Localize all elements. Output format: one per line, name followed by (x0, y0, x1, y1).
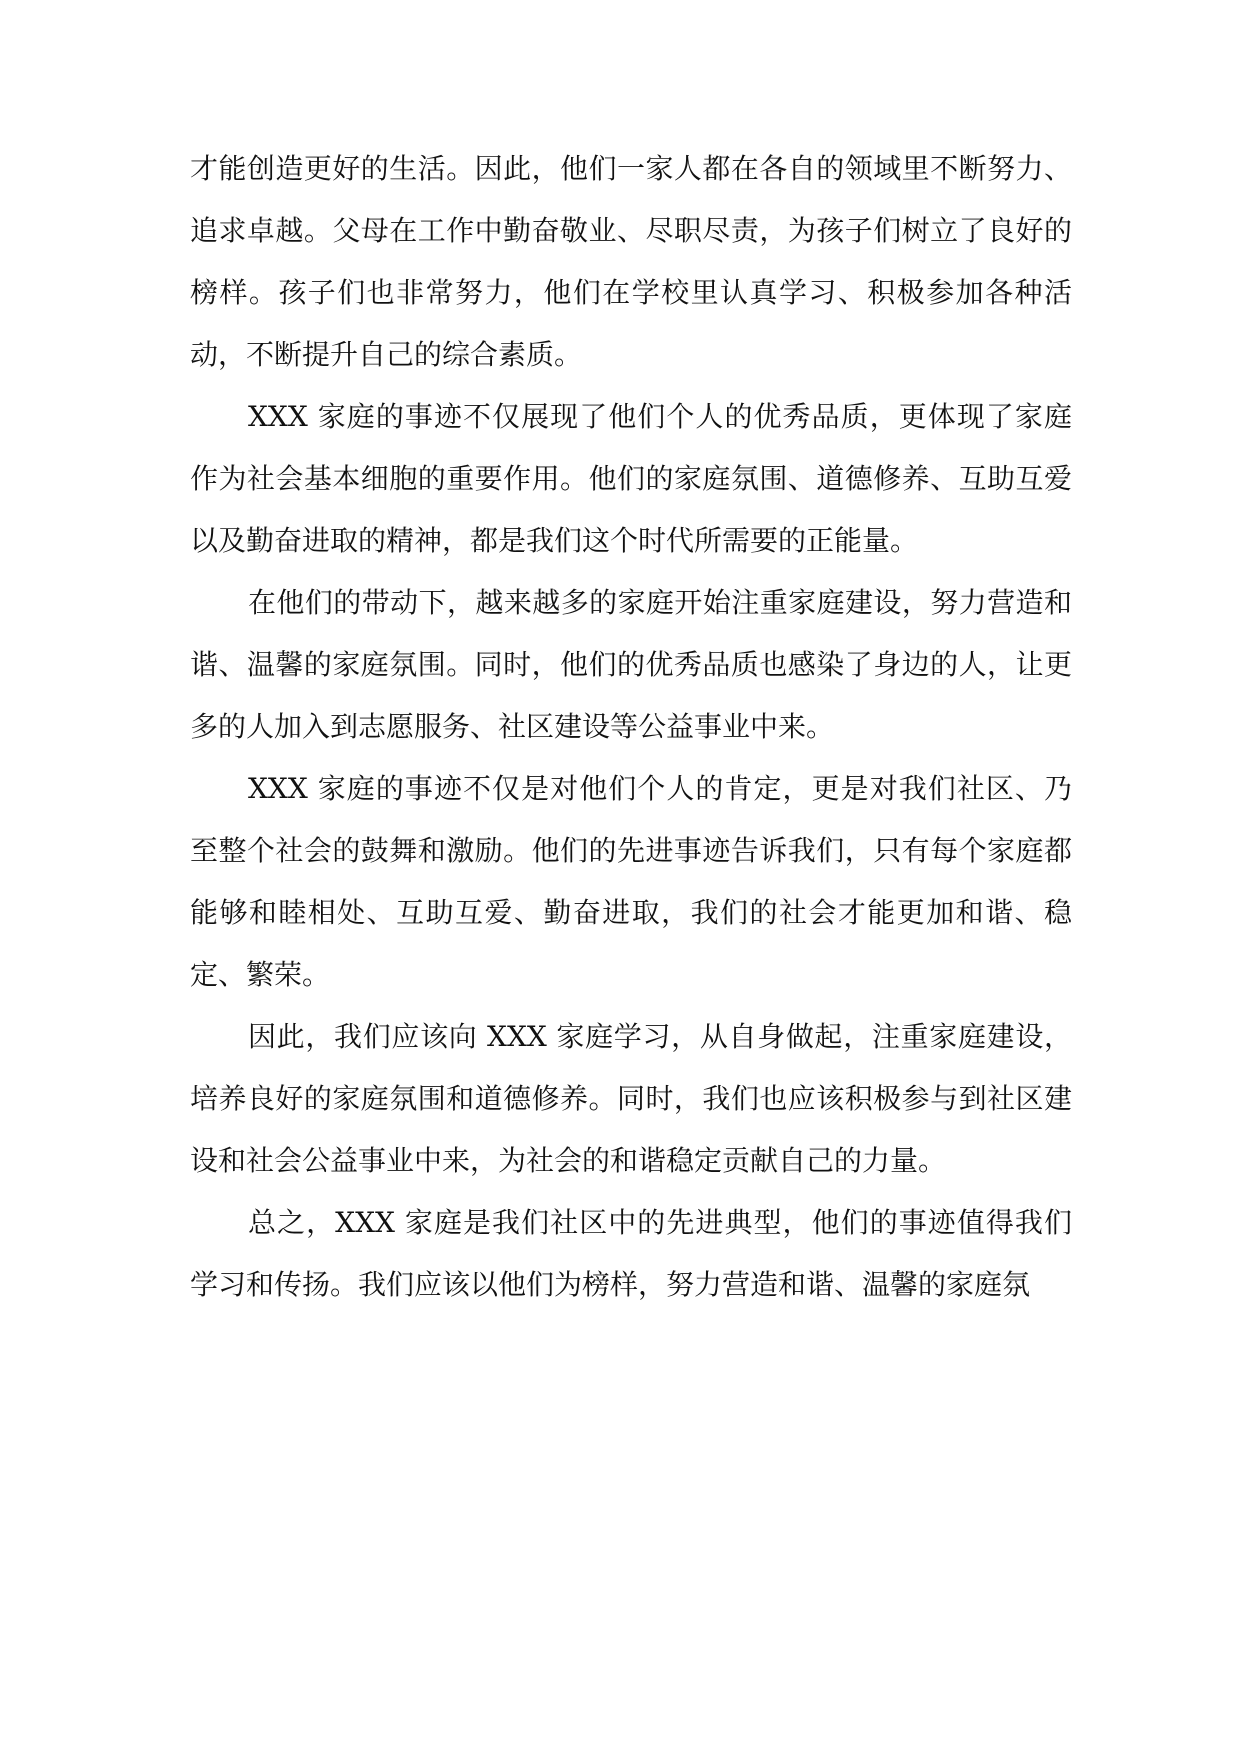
paragraph-1: 才能创造更好的生活。因此，他们一家人都在各自的领域里不断努力、追求卓越。父母在工作中勤奋敬业、尽职尽责，为孩子们树立了良好的榜样。孩子们也非常努力，他们在学校里认真学习、积极参加各种活动，不断提升自己的综合素质。 (190, 152, 1072, 371)
body-text (190, 138, 1072, 1316)
paragraph-2: XXX 家庭的事迹不仅展现了他们个人的优秀品质，更体现了家庭作为社会基本细胞的重要作用。他们的家庭氛围、道德修养、互助互爱以及勤奋进取的精神，都是我们这个时代所需要的正能量。 (190, 400, 1072, 557)
paragraph-3: 在他们的带动下，越来越多的家庭开始注重家庭建设，努力营造和谐、温馨的家庭氛围。同时，他们的优秀品质也感染了身边的人，让更多的人加入到志愿服务、社区建设等公益事业中来。 (190, 586, 1072, 743)
paragraph-4: XXX 家庭的事迹不仅是对他们个人的肯定，更是对我们社区、乃至整个社会的鼓舞和激励。他们的先进事迹告诉我们，只有每个家庭都能够和睦相处、互助互爱、勤奋进取，我们的社会才能更加和谐、稳定、繁荣。 (190, 772, 1072, 991)
paragraph-5: 因此，我们应该向 XXX 家庭学习，从自身做起，注重家庭建设，培养良好的家庭氛围和道德修养。同时，我们也应该积极参与到社区建设和社会公益事业中来，为社会的和谐稳定贡献自己的力量。 (190, 1020, 1072, 1177)
paragraph-6: 总之，XXX 家庭是我们社区中的先进典型，他们的事迹值得我们学习和传扬。我们应该以他们为榜样，努力营造和谐、温馨的家庭氛 (190, 1206, 1072, 1301)
